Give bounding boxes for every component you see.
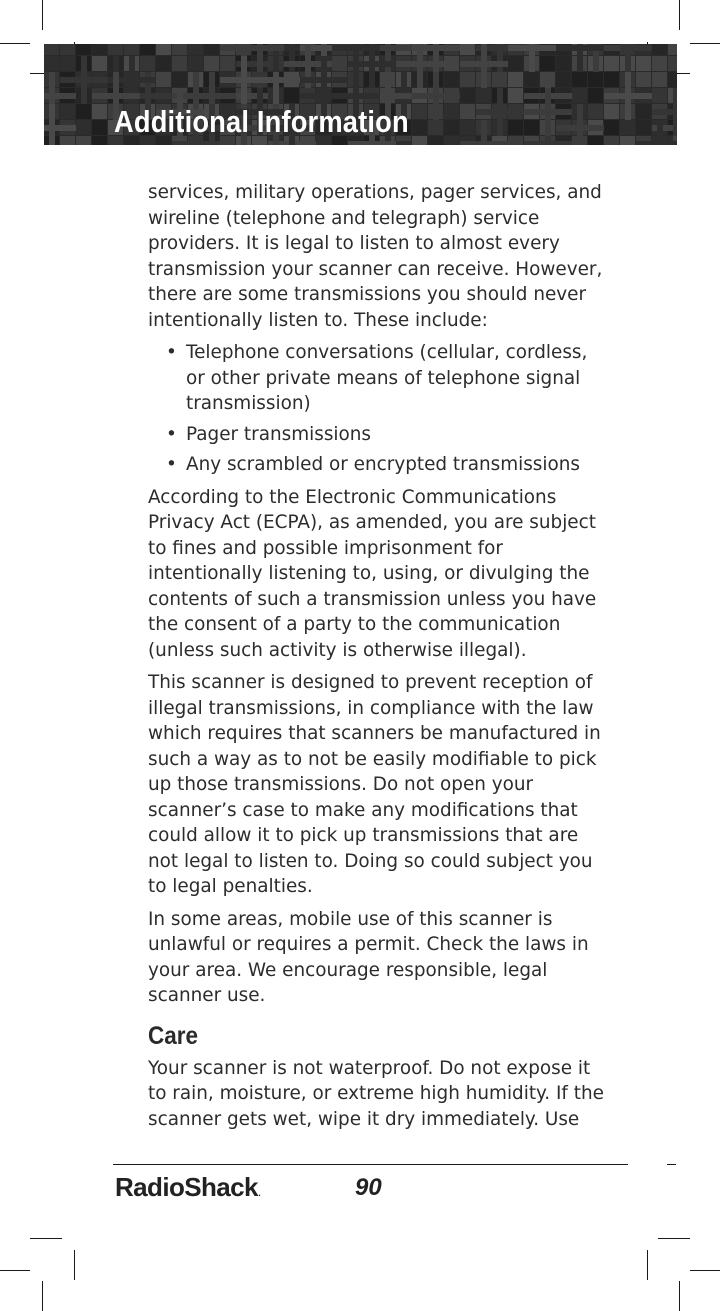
crop-mark: [679, 0, 680, 30]
bullet-list: [148, 340, 608, 478]
crop-mark: [74, 1250, 75, 1280]
crop-mark: [30, 1238, 62, 1239]
list-item: • Pager transmissions: [148, 422, 608, 448]
ecpa-paragraph: According to the Electronic Communications Privacy Act (ECPA), as amended, you are subject to fines and possible imprisonment for intentionally listening to, using, or divulging the contents of such a transmission unless you have the consent of a party to the communication (unless such activity is otherwise illegal).: [148, 486, 597, 661]
crop-mark: [0, 1270, 30, 1271]
crop-mark: [42, 0, 43, 30]
care-paragraph: Your scanner is not waterproof. Do not expose it to rain, moisture, or extreme high humidity. If the scanner gets wet, wipe it dry immediately. Use: [148, 1057, 604, 1130]
list-item: • Telephone conversations (cellular, cordless, or other private means of telephone signal transmission): [148, 340, 608, 417]
body-content: [148, 180, 608, 1139]
footer-tick: [667, 1164, 676, 1165]
section-header-banner: [44, 44, 677, 145]
crop-mark: [42, 1281, 43, 1311]
mobile-use-paragraph: In some areas, mobile use of this scanner is unlawful or requires a permit. Check the laws in your area. We encourage responsible, legal scanner use.: [148, 908, 589, 1006]
brand-mark: .: [257, 1185, 261, 1199]
brand-logo: [115, 1172, 261, 1203]
page-number: 90: [355, 1174, 382, 1201]
list-item: • Any scrambled or encrypted transmissions: [148, 452, 608, 478]
brand-name: RadioShack: [115, 1172, 258, 1202]
footer-rule: [113, 1164, 628, 1165]
crop-mark: [690, 43, 720, 44]
crop-mark: [0, 43, 30, 44]
section-title: Additional Information: [114, 104, 409, 139]
care-heading: Care: [148, 1021, 199, 1050]
crop-mark: [679, 1281, 680, 1311]
intro-paragraph: services, military operations, pager services, and wireline (telephone and telegraph) service providers. It is legal to listen to almost every transmission your scanner can receive. However, there are some transmissions you should never intentionally listen to. These include:: [148, 182, 603, 331]
crop-mark: [647, 1250, 648, 1280]
crop-mark: [690, 1270, 720, 1271]
crop-mark: [658, 1238, 690, 1239]
design-paragraph: This scanner is designed to prevent reception of illegal transmissions, in compliance with the law which requires that scanners be manufactured in such a way as to not be easily modifiable to pick up those transmissions. Do not open your scanner’s case to make any modifications that could allow it to pick up transmissions that are not legal to listen to. Doing so could subject you to legal penalties.: [148, 672, 601, 897]
